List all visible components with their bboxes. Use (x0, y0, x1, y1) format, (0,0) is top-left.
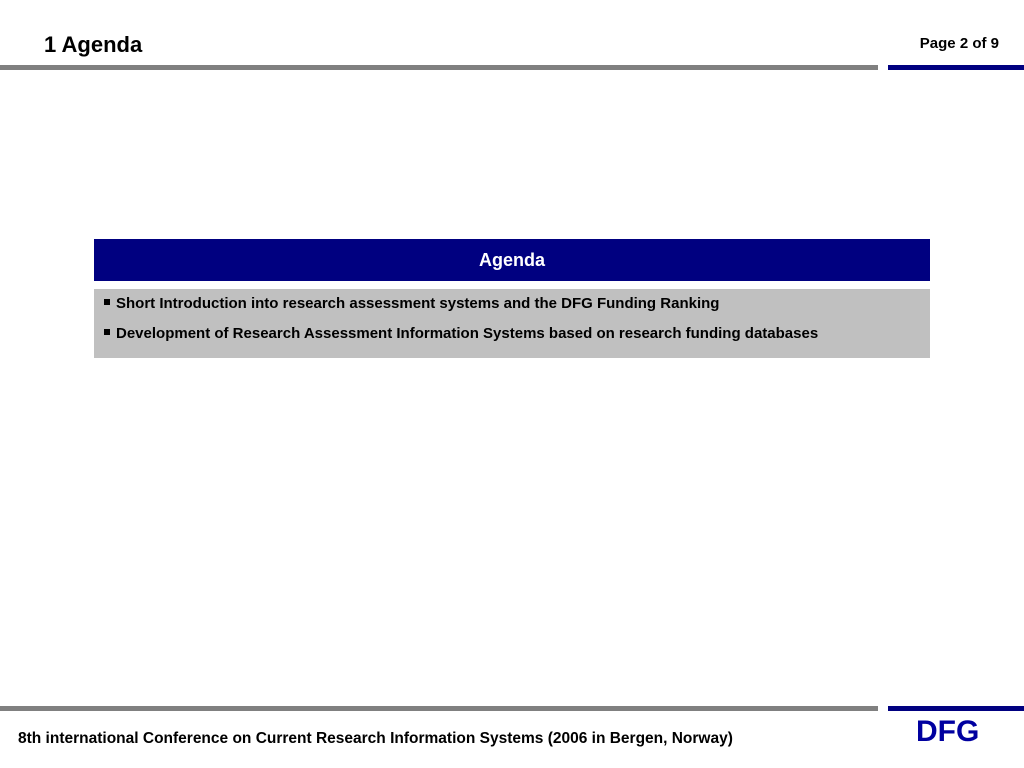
agenda-item (104, 325, 930, 343)
footer-rule-navy (888, 706, 1024, 711)
agenda-item-text: Development of Research Assessment Information Systems based on research funding databases (116, 325, 819, 342)
dfg-logo: DFG (916, 715, 980, 748)
page-indicator: Page 2 of 9 (919, 35, 999, 52)
header-rule-grey (0, 65, 878, 70)
square-bullet-icon (104, 299, 110, 305)
header-rule-navy (888, 65, 1024, 70)
agenda-item (104, 295, 930, 313)
agenda-item-text: Short Introduction into research assessment systems and the DFG Funding Ranking (116, 295, 720, 312)
footer-conference-text: 8th international Conference on Current Research Information Systems (2006 in Bergen, Norway) (18, 730, 733, 747)
slide-title: 1 Agenda (44, 32, 143, 57)
agenda-heading: Agenda (94, 239, 930, 281)
footer-rule-grey (0, 706, 878, 711)
agenda-list (94, 289, 930, 358)
square-bullet-icon (104, 329, 110, 335)
